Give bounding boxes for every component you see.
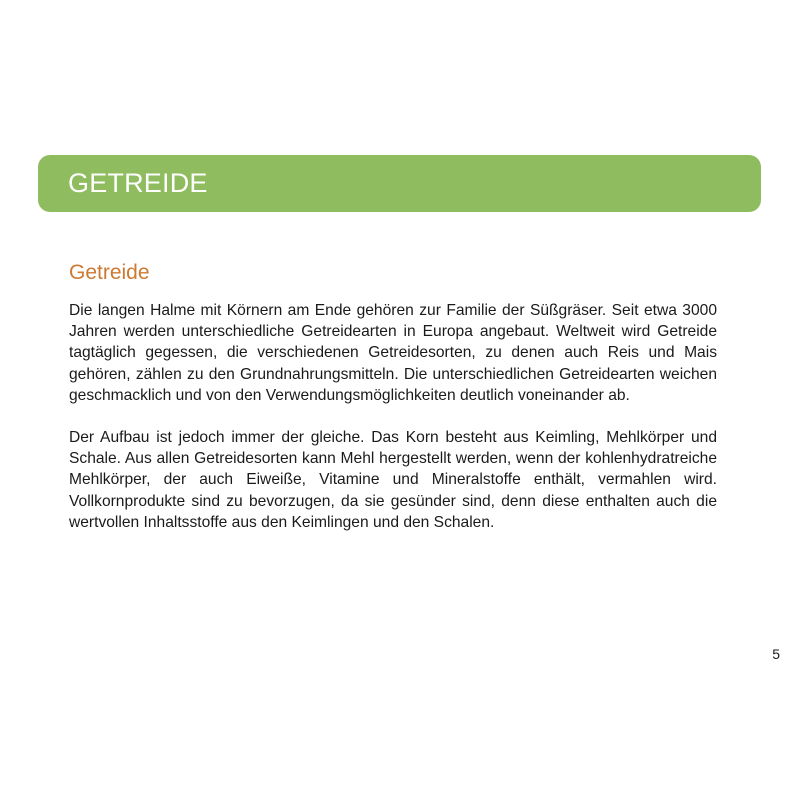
body-paragraph-2: Der Aufbau ist jedoch immer der gleiche. Das Korn besteht aus Keimling, Mehlkörper und Schale. Aus allen Getreidesorten kann Mehl hergestellt werden, wenn der kohlenhydratreiche Mehlkörper, der auch Eiweiße, Vitamine und Mineralstoffe enthält, vermahlen wird. Vollkornprodukte sind zu bevorzugen, da sie gesünder sind, denn diese enthalten auch die wertvollen Inhaltsstoffe aus den Keimlingen und den Schalen.	[69, 429, 717, 531]
body-paragraph-1: Die langen Halme mit Körnern am Ende gehören zur Familie der Süßgräser. Seit etwa 3000 Jahren werden unterschiedliche Getreidearten in Europa angebaut. Weltweit wird Getreide tagtäglich gegessen, die verschiedenen Getreidesorten, zu denen auch Reis und Mais gehören, zählen zu den Grundnahrungsmitteln. Die unterschiedlichen Getreidearten weichen geschmacklich und von den Verwendungsmöglichkeiten deutlich voneinander ab.	[69, 302, 717, 404]
section-heading: Getreide	[69, 261, 150, 284]
content-section	[69, 258, 717, 533]
chapter-banner	[38, 155, 761, 212]
page-number: 5	[772, 646, 780, 662]
chapter-title: GETREIDE	[68, 168, 208, 198]
